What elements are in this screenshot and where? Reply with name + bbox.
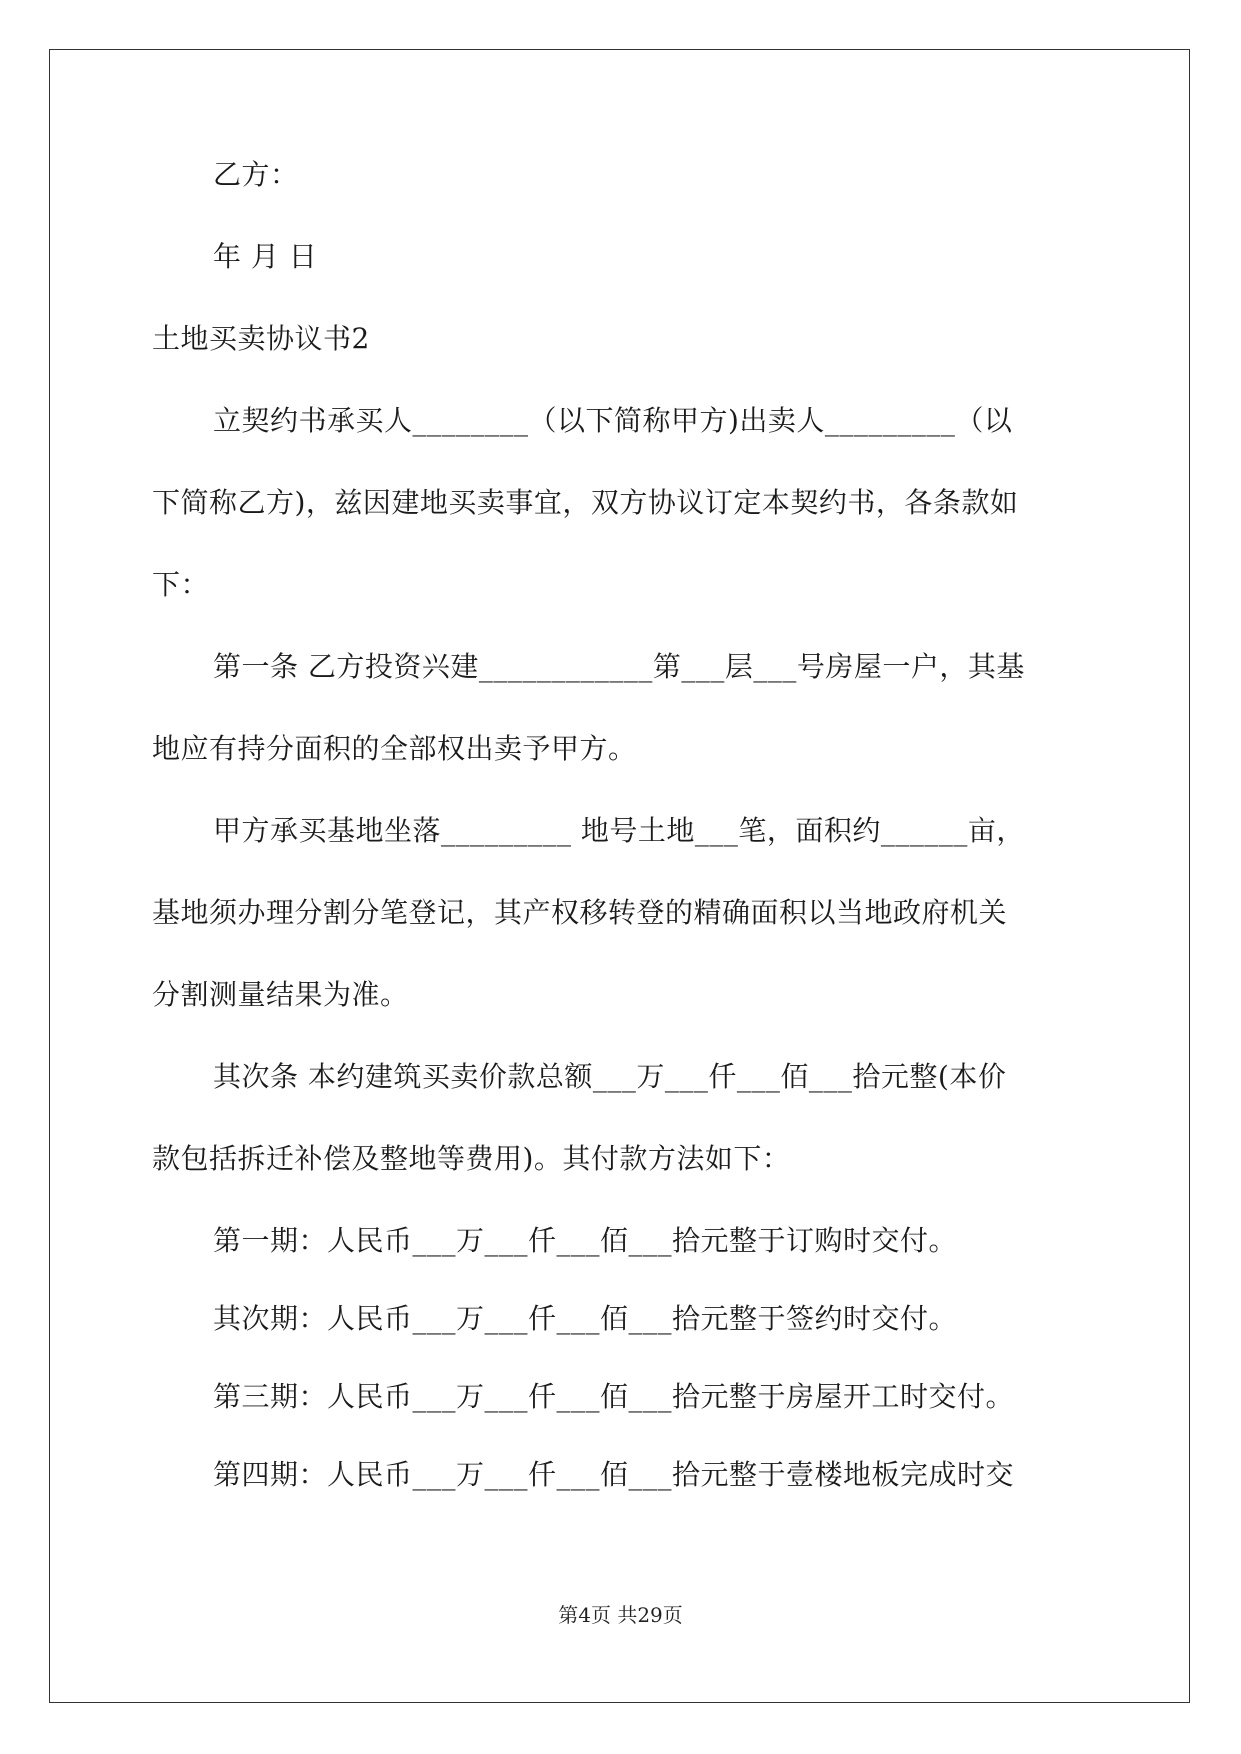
document-title: 土地买卖协议书2 [152, 322, 370, 355]
payment-period-4: 第四期：人民币___万___仟___佰___拾元整于壹楼地板完成时交 [213, 1458, 1015, 1491]
payment-period-3: 第三期：人民币___万___仟___佰___拾元整于房屋开工时交付。 [213, 1380, 1015, 1413]
paragraph-line: 地应有持分面积的全部权出卖予甲方。 [152, 732, 637, 765]
article-one-line: 第一条 乙方投资兴建____________第___层___号房屋一户，其基 [213, 650, 1025, 683]
payment-period-2: 其次期：人民币___万___仟___佰___拾元整于签约时交付。 [213, 1302, 958, 1335]
paragraph-line: 下： [152, 568, 210, 601]
paragraph-line: 甲方承买基地坐落_________ 地号土地___笔，面积约______亩， [213, 814, 1025, 847]
paragraph-line: 立契约书承买人________（以下简称甲方)出卖人_________（以 [213, 404, 1013, 437]
party-b-line: 乙方： [213, 158, 299, 191]
article-two-line: 其次条 本约建筑买卖价款总额___万___仟___佰___拾元整(本价 [213, 1060, 1007, 1093]
paragraph-line: 款包括拆迁补偿及整地等费用)。其付款方法如下： [152, 1142, 791, 1175]
page-number-footer: 第4页 共29页 [558, 1603, 683, 1627]
paragraph-line: 基地须办理分割分笔登记，其产权移转登的精确面积以当地政府机关 [152, 896, 1008, 929]
document-body [152, 155, 1092, 1495]
date-line: 年 月 日 [213, 240, 318, 273]
payment-period-1: 第一期：人民币___万___仟___佰___拾元整于订购时交付。 [213, 1224, 958, 1257]
paragraph-line: 分割测量结果为准。 [152, 978, 409, 1011]
paragraph-line: 下简称乙方)，兹因建地买卖事宜，双方协议订定本契约书，各条款如 [152, 486, 1019, 519]
